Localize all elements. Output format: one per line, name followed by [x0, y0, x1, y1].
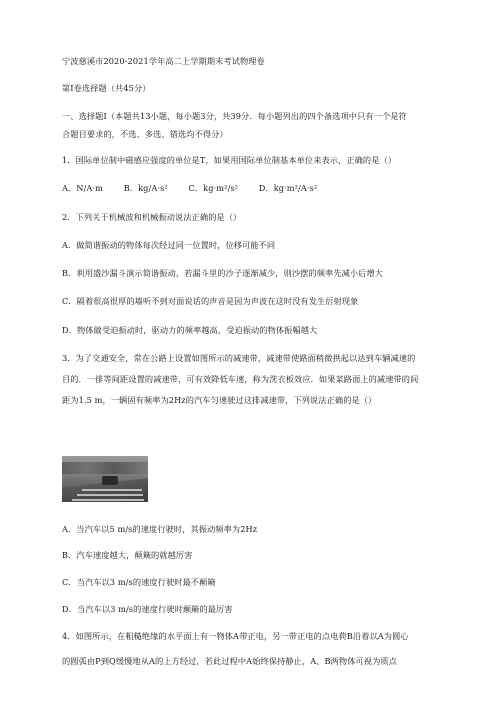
q3-option-b: B．汽车速度越大，颠簸的就越厉害 — [62, 550, 193, 560]
q1-option-d: D．kg·m²/A·s² — [258, 183, 318, 193]
q2-option-c: C．隔着很高很厚的墙听不到对面说话的声音是因为声波在这时没有发生衍射现象 — [62, 296, 359, 306]
photo-speed-bump — [82, 489, 142, 491]
photo-car — [102, 476, 118, 485]
document-title: 宁波慈溪市2020-2021学年高二上学期期末考试物理卷 — [62, 56, 265, 66]
q1-option-a: A．N/A·m — [62, 183, 104, 193]
q3-option-d: D．当汽车以3 m/s的速度行驶时颠簸的最厉害 — [62, 604, 233, 614]
volume-heading: 第Ⅰ卷选择题（共45分） — [62, 83, 151, 93]
q1-option-c: C．kg·m²/s² — [188, 183, 239, 193]
q3-option-c: C．当汽车以3 m/s的速度行驶时最不颠簸 — [62, 577, 216, 587]
q3-stem-line3: 距为1.5 m，一辆固有频率为2Hz的汽车匀速驶过这排减速带，下列说法正确的是（） — [62, 395, 377, 405]
q2-option-a: A．做简谐振动的物体每次经过同一位置时，位移可能不同 — [62, 240, 276, 250]
q3-stem-line2: 目的．一排等间距设置的减速带，可有效降低车速，称为洗衣板效应．如果某路面上的减速带的间 — [62, 374, 419, 384]
q1-option-b: B．kg/A·s² — [123, 183, 168, 193]
section-instructions-line2: 合题目要求的，不选、多选、错选均不得分） — [62, 129, 228, 139]
q4-stem-line2: 的圆弧由P到Q缓慢地从A的上方经过，若此过程中A始终保持静止，A、B两物体可视为质点 — [62, 656, 397, 666]
photo-speed-bump — [72, 499, 144, 501]
q3-stem-line1: 3．为了交通安全，常在公路上设置如图所示的减速带，减速带使路面稍微拱起以达到车辆减速的 — [62, 353, 416, 363]
q4-stem-line1: 4．如图所示，在粗糙绝缘的水平面上有一物体A带正电，另一带正电的点电荷B沿着以A为圆心 — [62, 631, 409, 641]
q3-option-a: A．当汽车以5 m/s的速度行驶时，其振动频率为2Hz — [62, 524, 258, 534]
q2-option-b: B．利用盛沙漏斗演示简谐振动，若漏斗里的沙子逐渐减少，则沙摆的频率先减小后增大 — [62, 268, 384, 278]
q2-option-d: D．物体做受迫振动时，驱动力的频率越高，受迫振动的物体振幅越大 — [62, 325, 318, 335]
speed-bump-photo — [62, 456, 148, 502]
q1-options — [62, 183, 335, 194]
photo-treeline — [62, 462, 148, 474]
photo-speed-bump — [77, 494, 143, 496]
q2-stem: 2．下列关于机械波和机械振动说法正确的是（） — [62, 212, 242, 222]
q1-stem: 1．国际单位制中磁感应强度的单位是T，如果用国际单位制基本单位来表示，正确的是（） — [62, 155, 397, 165]
section-instructions-line1: 一、选择题Ⅰ（本题共13小题，每小题3分，共39分．每小题列出的四个备选项中只有一个是符 — [62, 111, 407, 121]
